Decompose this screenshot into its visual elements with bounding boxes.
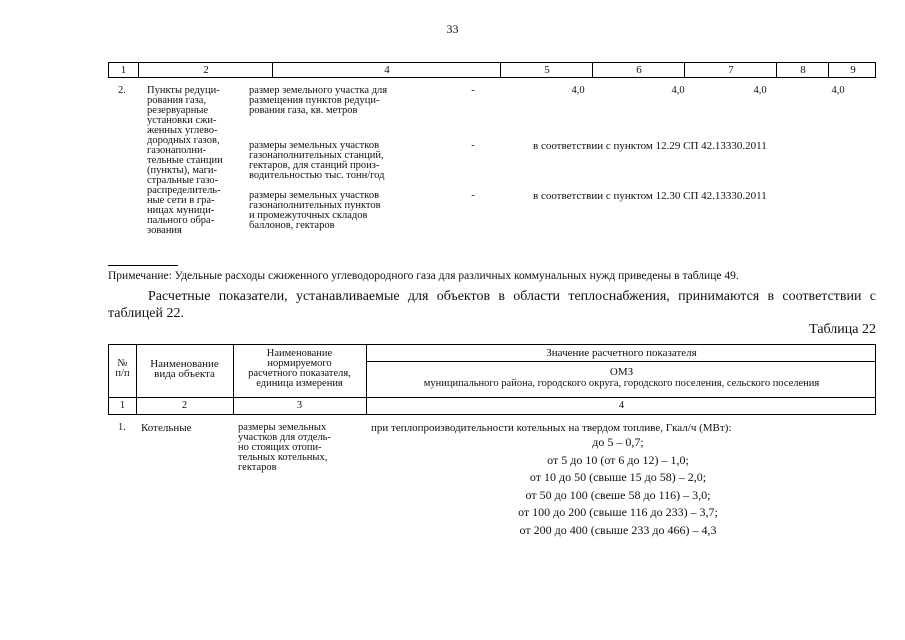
column-number: 1 [119,400,126,411]
value-list [408,434,828,539]
gas-supply-table [108,62,876,263]
header-omz: ОМЗ [609,366,634,378]
indicator-cell: размеры земельных участков газонаполнительных пунктов и промежуточных складов баллонов, гектаров [249,190,381,231]
span-value-cell: в соответствии с пунктом 12.30 СП 42.13330.2011 [533,190,767,202]
header-municipal: муниципального района, городского округа, городского поселения, сельского поселения [423,378,820,389]
header-value: Значение расчетного показателя [546,347,697,359]
heat-supply-table [108,344,876,537]
value-cell: - [471,85,475,96]
header-cell: 8 [776,63,829,77]
column-number: 2 [181,400,188,411]
span-value-cell: в соответствии с пунктом 12.29 СП 42.13330.2011 [533,140,767,152]
table-caption: Таблица 22 [809,322,876,337]
value-item: от 5 до 10 (от 6 до 12) – 1,0; [547,452,689,467]
object-name: Пункты редуци- рования газа, резервуарные установки сжи- женных углево- дородных газов, газонаполни- тельные станции (пункты), маги- стральные газо- распределитель- ные сети в гра- ницах муници- пального обра- зования [147,85,223,236]
table-header-row [108,62,876,78]
value-cell: - [471,190,475,201]
value-item: от 10 до 50 (свыше 15 до 58) – 2,0; [529,470,707,484]
header-cell: 2 [138,63,273,77]
column-number: 4 [618,400,625,411]
indicator-cell: размеры земельных участков для отдель- но стоящих отопи- тельных котельных, гектаров [238,422,331,473]
table-header [108,344,876,415]
page-number: 33 [446,22,459,36]
value-item: от 50 до 100 (свеше 58 до 116) – 3,0; [525,487,711,502]
body-paragraph: Расчетные показатели, устанавливаемые для объектов в области теплоснабжения, принимаются в соответствии с таблицей 22. [108,289,876,321]
value-intro: при теплопроизводительности котельных на твердом топливе, Гкал/ч (МВт): [371,422,732,434]
header-cell: 6 [592,63,685,77]
value-cell: - [471,140,475,151]
header-cell: 5 [500,63,593,77]
header-cell: 1 [120,64,127,76]
header-num: № п/п [115,358,130,379]
value-item: от 200 до 400 (свыше 233 до 466) – 4,3 [519,522,717,537]
object-name: Котельные [141,422,192,434]
indicator-cell: размеры земельных участков газонаполнительных станций, гектаров, для станций произ- водительностью тыс. тонн/год [249,140,385,181]
value-cell: 4,0 [753,85,767,96]
header-cell: 7 [684,63,777,77]
column-number: 3 [296,400,303,411]
value-item: от 100 до 200 (свыше 116 до 233) – 3,7; [518,505,718,519]
header-object: Наименование вида объекта [150,358,219,380]
header-indicator: Наименование нормируемого расчетного показателя, единица измерения [248,348,351,389]
row-number: 2. [118,85,126,96]
row-number: 1. [118,422,126,433]
table-body [108,78,876,263]
table-note: Примечание: Удельные расходы сжиженного углеводородного газа для различных коммунальных нужд приведены в таблице 49. [108,270,739,282]
footnote-divider [108,265,178,266]
value-item: до 5 – 0,7; [592,435,644,449]
value-cell: 4,0 [831,85,845,96]
header-cell: 9 [828,63,877,77]
value-cell: 4,0 [671,85,685,96]
header-cell: 4 [272,63,501,77]
indicator-cell: размер земельного участка для размещения пунктов редуци- рования газа, кв. метров [249,85,388,116]
value-cell: 4,0 [571,85,585,96]
